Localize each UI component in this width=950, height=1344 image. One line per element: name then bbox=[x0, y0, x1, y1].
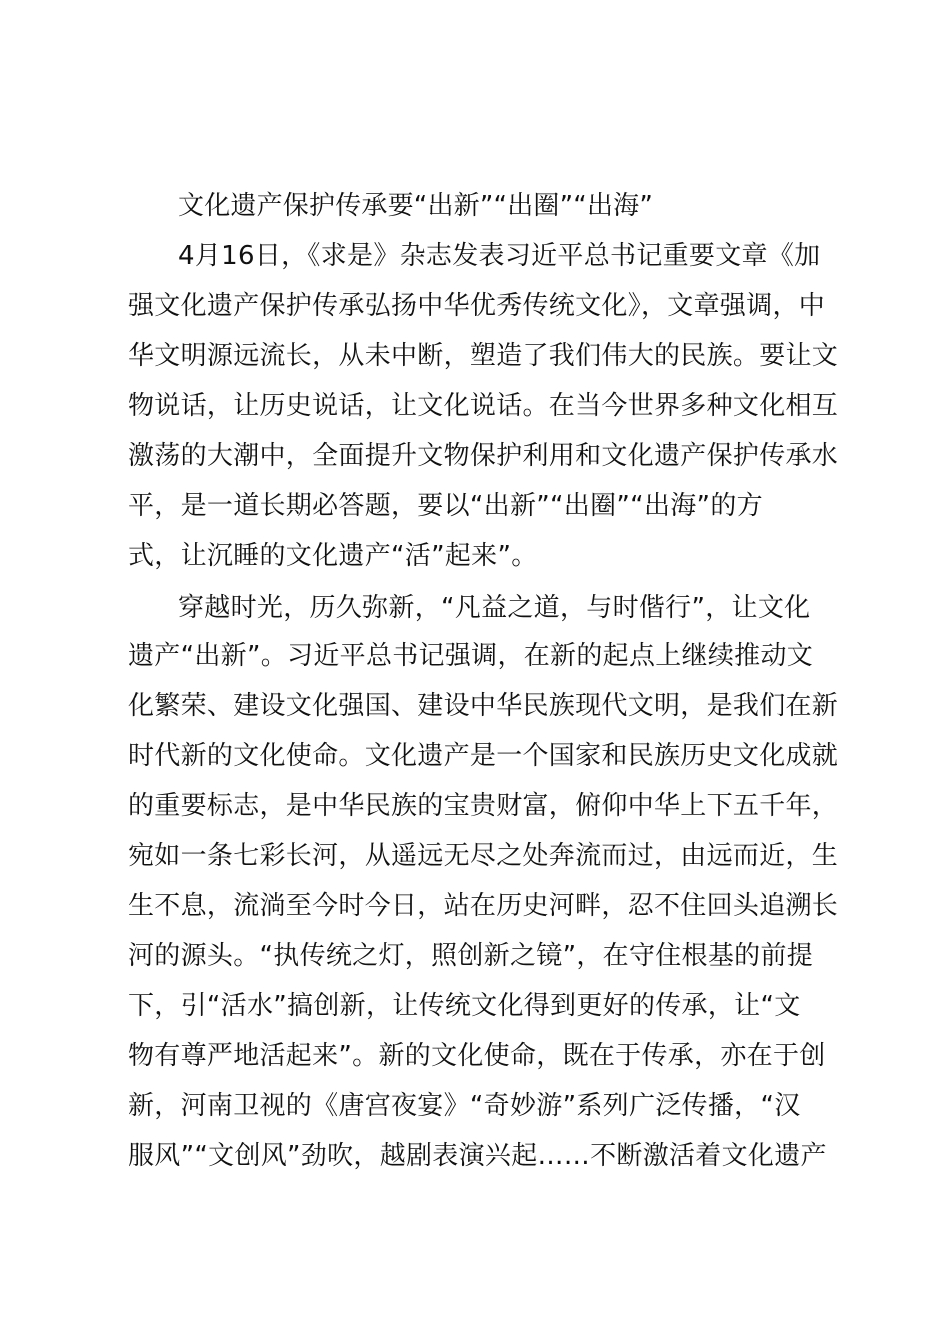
paragraph-2-line-4: 时代新的文化使命。文化遗产是一个国家和民族历史文化成就 bbox=[128, 741, 839, 771]
paragraph-2-line-10: 物有尊严地活起来”。新的文化使命，既在于传承，亦在于创 bbox=[128, 1041, 826, 1071]
document-title: 文化遗产保护传承要“出新”“出圈”“出海” bbox=[178, 191, 654, 221]
paragraph-2-line-12: 服风”“文创风”劲吹，越剧表演兴起……不断激活着文化遗产 bbox=[128, 1141, 827, 1171]
paragraph-2-line-5: 的重要标志，是中华民族的宝贵财富，俯仰中华上下五千年， bbox=[128, 791, 839, 821]
paragraph-1-line-1: 4月16日，《求是》杂志发表习近平总书记重要文章《加 bbox=[178, 241, 821, 271]
paragraph-2-line-6: 宛如一条七彩长河，从遥远无尽之处奔流而过，由远而近，生 bbox=[128, 841, 839, 871]
paragraph-2-line-9: 下，引“活水”搞创新，让传统文化得到更好的传承，让“文 bbox=[128, 991, 801, 1021]
paragraph-2-line-3: 化繁荣、建设文化强国、建设中华民族现代文明，是我们在新 bbox=[128, 691, 839, 721]
paragraph-2-line-1: 穿越时光，历久弥新，“凡益之道，与时偕行”，让文化 bbox=[178, 593, 811, 623]
paragraph-1-line-4: 物说话，让历史说话，让文化说话。在当今世界多种文化相互 bbox=[128, 391, 839, 421]
paragraph-1-line-6: 平，是一道长期必答题，要以“出新”“出圈”“出海”的方 bbox=[128, 491, 763, 521]
paragraph-1-line-2: 强文化遗产保护传承弘扬中华优秀传统文化》，文章强调，中 bbox=[128, 291, 826, 321]
paragraph-2-line-7: 生不息，流淌至今时今日，站在历史河畔，忍不住回头追溯长 bbox=[128, 891, 839, 921]
paragraph-2-line-2: 遗产“出新”。习近平总书记强调，在新的起点上继续推动文 bbox=[128, 641, 814, 671]
paragraph-2-line-11: 新，河南卫视的《唐宫夜宴》“奇妙游”系列广泛传播，“汉 bbox=[128, 1091, 801, 1121]
paragraph-2-line-8: 河的源头。“执传统之灯，照创新之镜”，在守住根基的前提 bbox=[128, 941, 814, 971]
paragraph-1-line-5: 激荡的大潮中，全面提升文物保护利用和文化遗产保护传承水 bbox=[128, 441, 839, 471]
paragraph-1-line-7: 式，让沉睡的文化遗产“活”起来”。 bbox=[128, 541, 538, 571]
paragraph-1-line-3: 华文明源远流长，从未中断，塑造了我们伟大的民族。要让文 bbox=[128, 341, 839, 371]
